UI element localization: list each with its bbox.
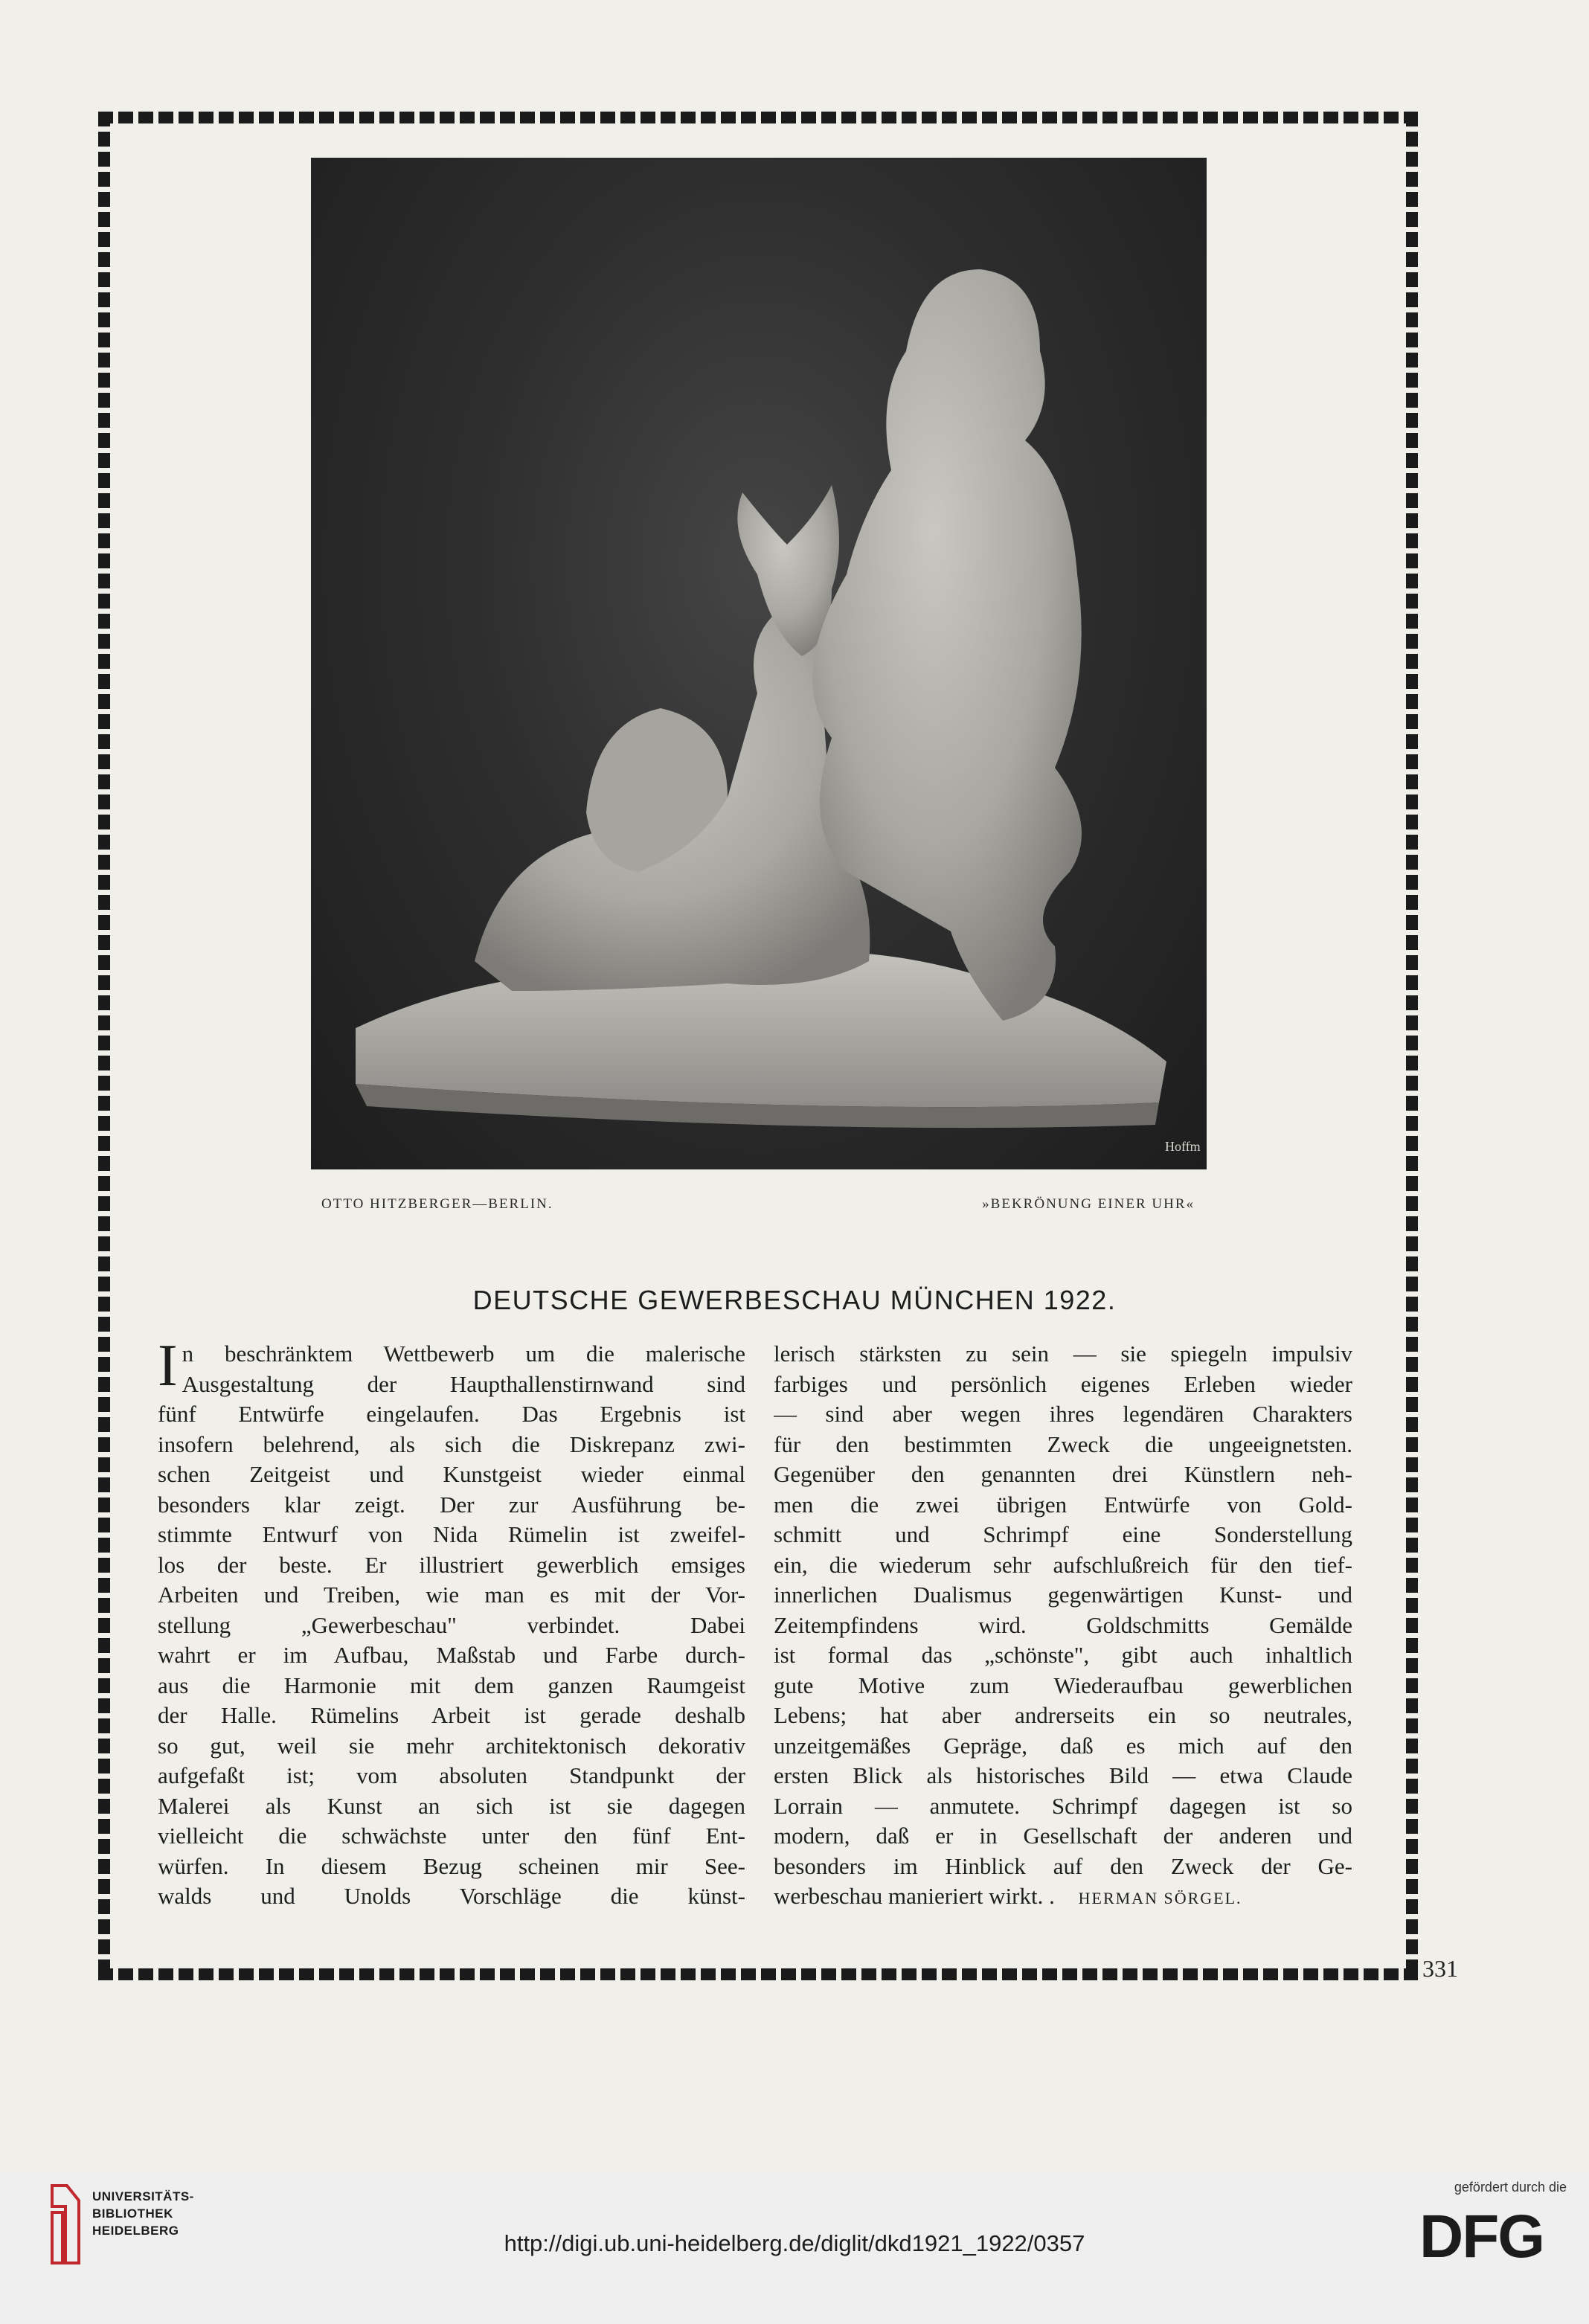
decorative-border-bottom <box>98 1968 1418 1980</box>
source-url-link[interactable]: http://digi.ub.uni-heidelberg.de/diglit/dkd1921_1922/0357 <box>504 2230 1085 2256</box>
article-column-right <box>774 1339 1352 1914</box>
article-line: würfen. In diesem Bezug scheinen mir See- <box>158 1852 745 1879</box>
article-author: HERMAN SÖRGEL. <box>1078 1889 1242 1907</box>
article-line: farbiges und persönlich eigenes Erleben wieder <box>774 1370 1352 1397</box>
article-line: stellung „Gewerbeschau" verbindet. Dabei <box>158 1611 745 1638</box>
sculpture-photo <box>311 158 1207 1169</box>
article-line: lerisch stärksten zu sein — sie spiegeln impulsiv <box>774 1341 1352 1367</box>
article-line: fünf Entwürfe eingelaufen. Das Ergebnis ist <box>158 1401 745 1427</box>
article-line: men die zwei übrigen Entwürfe von Gold- <box>774 1491 1352 1518</box>
article-column-left <box>158 1333 745 1912</box>
article-line: Malerei als Kunst an sich ist sie dagegen <box>158 1792 745 1819</box>
sculpture-illustration <box>311 158 1207 1169</box>
article-line: der Halle. Rümelins Arbeit ist gerade deshalb <box>158 1702 745 1728</box>
library-name-line1: UNIVERSITÄTS- <box>92 2189 194 2203</box>
article-line: los der beste. Er illustriert gewerblich emsiges <box>158 1551 745 1578</box>
article-line: Zeitempfindens wird. Goldschmitts Gemälde <box>774 1611 1352 1638</box>
article-line: schmitt und Schrimpf eine Sonderstellung <box>774 1521 1352 1547</box>
sponsor-label: gefördert durch die <box>1454 2180 1567 2195</box>
article-line: besonders klar zeigt. Der zur Ausführung be- <box>158 1491 745 1518</box>
article-line: — sind aber wegen ihres legendären Charakters <box>774 1401 1352 1427</box>
article-line: Gegenüber den genannten drei Künstlern neh- <box>774 1461 1352 1487</box>
article-line: insofern belehrend, als sich die Diskrepanz zwi- <box>158 1431 745 1457</box>
article-line: n beschränktem Wettbewerb um die malerische <box>182 1341 745 1367</box>
dfg-logo: DFG <box>1419 2203 1544 2270</box>
decorative-border-right <box>1406 112 1418 1980</box>
article-line: Lorrain — anmutete. Schrimpf dagegen ist so <box>774 1792 1352 1819</box>
article-line: Arbeiten und Treiben, wie man es mit der Vor- <box>158 1582 745 1608</box>
article-line: aufgefaßt ist; vom absoluten Standpunkt der <box>158 1762 745 1788</box>
article-title: DEUTSCHE GEWERBESCHAU MÜNCHEN 1922. <box>472 1285 1117 1315</box>
photo-caption-artist: OTTO HITZBERGER—BERLIN. <box>321 1196 553 1212</box>
article-line: innerlichen Dualismus gegenwärtigen Kunst- und <box>774 1582 1352 1608</box>
decorative-border-left <box>98 112 110 1980</box>
article-line: unzeitgemäßes Gepräge, daß es mich auf den <box>774 1732 1352 1759</box>
article-line: so gut, weil sie mehr architektonisch dekorativ <box>158 1732 745 1759</box>
article-line <box>774 1881 1352 1914</box>
photo-caption-title: »BEKRÖNUNG EINER UHR« <box>982 1196 1195 1212</box>
article-line: aus die Harmonie mit dem ganzen Raumgeist <box>158 1672 745 1698</box>
decorative-border-top <box>98 112 1418 123</box>
article-line: modern, daß er in Gesellschaft der anderen und <box>774 1823 1352 1849</box>
article-line: stimmte Entwurf von Nida Rümelin ist zweifel- <box>158 1521 745 1547</box>
article-line: walds und Unolds Vorschläge die künst- <box>158 1883 745 1909</box>
article-line: besonders im Hinblick auf den Zweck der Ge- <box>774 1852 1352 1879</box>
page-number: 331 <box>1422 1955 1458 1982</box>
photo-signature: Hoffm <box>1165 1139 1201 1154</box>
article-line: ein, die wiederum sehr aufschlußreich für den tief- <box>774 1551 1352 1578</box>
article-line: für den bestimmten Zweck die ungeeignetsten. <box>774 1431 1352 1457</box>
article-line: ersten Blick als historisches Bild — etwa Claude <box>774 1762 1352 1788</box>
article-line: schen Zeitgeist und Kunstgeist wieder einmal <box>158 1461 745 1487</box>
article-line: Ausgestaltung der Haupthallenstirnwand sind <box>182 1370 745 1397</box>
library-name-line3: HEIDELBERG <box>92 2224 179 2238</box>
library-name-line2: BIBLIOTHEK <box>92 2206 173 2221</box>
article-line: wahrt er im Aufbau, Maßstab und Farbe durch- <box>158 1642 745 1668</box>
drop-cap: I <box>158 1333 178 1399</box>
article-line: vielleicht die schwächste unter den fünf Ent- <box>158 1823 745 1849</box>
article-line: ist formal das „schönste", gibt auch inhaltlich <box>774 1642 1352 1668</box>
article-line-text: werbeschau manieriert wirkt. . <box>774 1883 1061 1909</box>
article-line: gute Motive zum Wiederaufbau gewerblichen <box>774 1672 1352 1698</box>
article-line: Lebens; hat aber andrerseits ein so neutrales, <box>774 1702 1352 1728</box>
